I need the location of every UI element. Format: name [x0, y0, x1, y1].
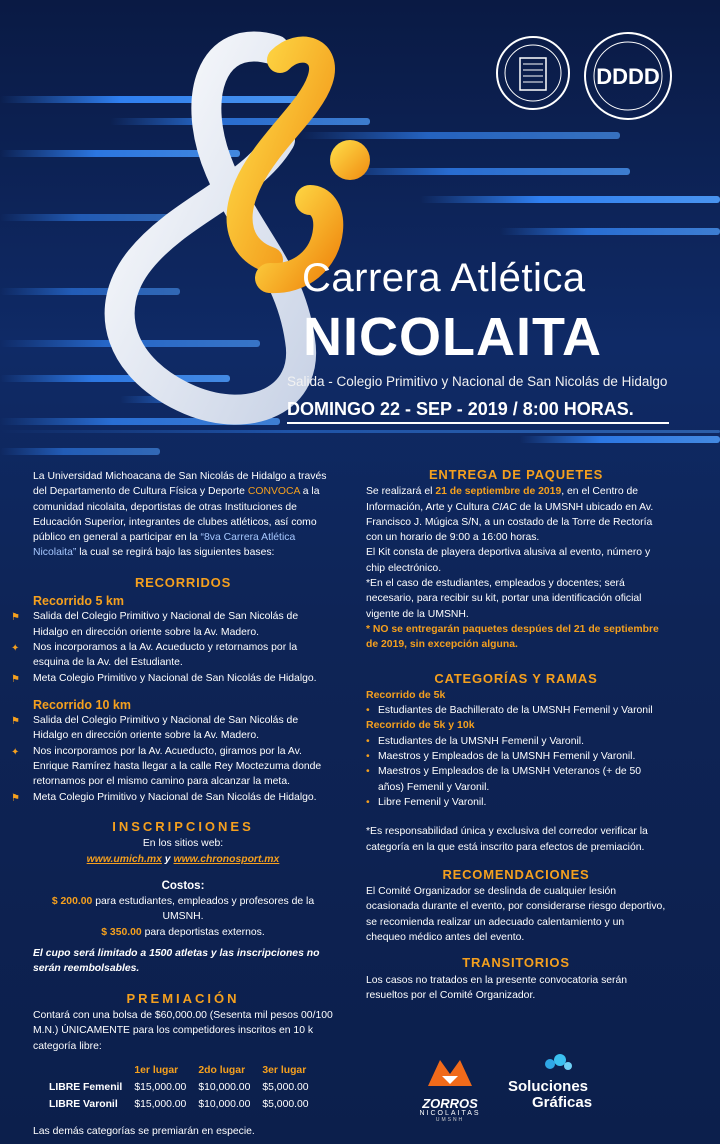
secretaria-mark: DDDD [596, 64, 660, 89]
entrega-heading: ENTREGA DE PAQUETES [428, 467, 604, 482]
list-item: • Estudiantes de la UMSNH Femenil y Varonil. [366, 734, 666, 749]
recorrido-10km-step: ✦ Nos incorporamos por la Av. Acueducto, giramos por la Av. Enrique Ramírez hasta llegar a la calle Rey Moctezuma donde retornamos por el mismo camino para alcanzar la meta. [11, 745, 322, 788]
entrega-p2: El Kit consta de playera deportiva alusiva al evento, número y chip electrónico. [366, 547, 651, 574]
categoria-group-title: Recorrido de 5k y 10k [366, 719, 475, 732]
recorrido-5km-step: ⚑ Salida del Colegio Primitivo y Nacional de San Nicolás de Hidalgo en dirección oriente sobre la Av. Madero. [11, 611, 299, 638]
prize-table [43, 1062, 315, 1114]
list-item: • Libre Femenil y Varonil. [366, 795, 666, 810]
categoria-group-title: Recorrido de 5k [366, 688, 446, 701]
zorros-tag: UMSNH [435, 1117, 465, 1123]
list-item: • Maestros y Empleados de la UMSNH Veteranos (+ de 50 años) Femenil y Varonil. [366, 764, 666, 795]
entrega-p4: * NO se entregarán paquetes despúes del 21 de septiembre de 2019, sin excepción alguna. [366, 623, 659, 651]
prize-header-row: 1er lugar 2do lugar 3er lugar [134, 1064, 307, 1076]
sites-label: En los sitios web: [142, 838, 224, 850]
finish-flag-icon: ⚑ [11, 673, 20, 685]
umich-link[interactable]: www.umich.mx [86, 853, 162, 865]
recorrido-10km-title: Recorrido 10 km [33, 697, 131, 712]
intro-paragraph: La Universidad Michoacana de San Nicolás de Hidalgo a través del Departamento de Cultura Física y Deporte CONVOCA a la comunidad nicolaita, deportistas de otras Instituciones de Educación Superior, integrantes de clubes atléticos, así como público en general a participar en la “8va Carrera Atlética Nicolaita” la cual se regirá bajo las siguientes bases: [33, 471, 327, 559]
list-item: • Estudiantes de Bachillerato de la UMSNH Femenil y Varonil [366, 703, 666, 718]
left-column [11, 469, 333, 1139]
entrega-p1: Se realizará el 21 de septiembre de 2019, en el Centro de Información, Arte y Cultura CIAC de la UMSNH ubicado en Av. Francisco J. Múgica S/N, a un costado de la Torre de Rectoría con un horario de 9:00 a 16:00 horas. [366, 486, 654, 544]
premiacion-heading: PREMIACIÓN [126, 990, 240, 1006]
hero-title-line1: Carrera Atlética [302, 256, 586, 300]
premiacion-footer: Las demás categorías se premiarán en especie. [33, 1125, 255, 1137]
transitorios-heading: TRANSITORIOS [462, 955, 570, 971]
hero-subtitle: Salida - Colegio Primitivo y Nacional de San Nicolás de Hidalgo [287, 374, 668, 389]
runner-icon: ✦ [11, 746, 20, 758]
soluciones-line2: Gráficas [532, 1094, 593, 1111]
transitorios-text: Los casos no tratados en la presente convocatoria serán resueltos por el Comité Organizador. [366, 974, 628, 1001]
hero-title-line2: NICOLAITA [303, 307, 602, 367]
costos-label: Costos: [161, 879, 205, 892]
finish-flag-icon: ⚑ [11, 792, 20, 804]
recorrido-5km-step: ✦ Nos incorporamos a la Av. Acueducto y retornamos por la esquina de la Av. del Estudiante. [11, 641, 298, 669]
list-item: • Maestros y Empleados de la UMSNH Femenil y Varonil. [366, 749, 666, 764]
inscripciones-heading: INSCRIPCIONES [112, 818, 254, 834]
university-seal-icon [496, 36, 570, 110]
runner-icon: ✦ [11, 642, 20, 654]
cost-line-2: $ 350.00 para deportistas externos. [101, 926, 265, 938]
fox-logo-icon [408, 1052, 492, 1123]
secretaria-difusion-logo-icon [584, 32, 672, 120]
cupo-note: El cupo será limitado a 1500 atletas y las inscripciones no serán reembolsables. [33, 948, 320, 975]
recorrido-5km-title: Recorrido 5 km [33, 594, 125, 609]
categorias-note: *Es responsabilidad única y exclusiva del corredor verificar la categoría en la que está inscrito para efectos de premiación. [366, 826, 648, 853]
chronosport-link[interactable]: www.chronosport.mx [173, 853, 280, 865]
recomendaciones-heading: RECOMENDACIONES [442, 866, 590, 882]
recorrido-5km-step: ⚑ Meta Colegio Primitivo y Nacional de San Nicolás de Hidalgo. [11, 672, 317, 685]
recorrido-10km-step: ⚑ Meta Colegio Primitivo y Nacional de San Nicolás de Hidalgo. [11, 791, 317, 804]
categorias-heading: CATEGORÍAS Y RAMAS [434, 670, 598, 686]
recomendaciones-text: El Comité Organizador se deslinda de cualquier lesión ocasionada durante el evento, por considerarse riesgo deportivo, se recomienda realizar un adecuado calentamiento y un chequeo médico antes del evento. [366, 886, 666, 944]
recorrido-10km-step: ⚑ Salida del Colegio Primitivo y Nacional de San Nicolás de Hidalgo en dirección oriente sobre la Av. Madero. [11, 715, 299, 742]
soluciones-line1: Soluciones [508, 1078, 589, 1095]
recorridos-heading: RECORRIDOS [134, 574, 232, 590]
table-row: LIBRE Femenil $15,000.00 $10,000.00 $5,000.00 [49, 1082, 309, 1094]
sites-links: www.umich.mx y www.chronosport.mx [86, 853, 280, 865]
cost-line-1: $ 200.00 para estudiantes, empleados y profesores de la UMSNH. [51, 896, 315, 923]
zorros-name: ZORROS [422, 1096, 478, 1111]
table-row: LIBRE Varonil $15,000.00 $10,000.00 $5,000.00 [49, 1099, 309, 1111]
zorros-sub: NICOLAITAS [419, 1110, 481, 1117]
hero-date-underline [287, 422, 669, 424]
soluciones-graficas-logo-icon [508, 1052, 620, 1120]
start-icon: ⚑ [11, 612, 20, 624]
entrega-p3: *En el caso de estudiantes, empleados y docentes; será necesario, para recibir su kit, portar una identificación oficial vigente de la UMSNH. [366, 578, 642, 620]
premiacion-text: Contará con una bolsa de $60,000.00 (Sesenta mil pesos 00/100 M.N.) ÚNICAMENTE para los competidores inscritos en 10 k categoría libre: [33, 1009, 333, 1052]
start-icon: ⚑ [11, 716, 20, 728]
hero-date: DOMINGO 22 - SEP - 2019 / 8:00 HORAS. [287, 399, 634, 419]
right-column [366, 467, 666, 1003]
